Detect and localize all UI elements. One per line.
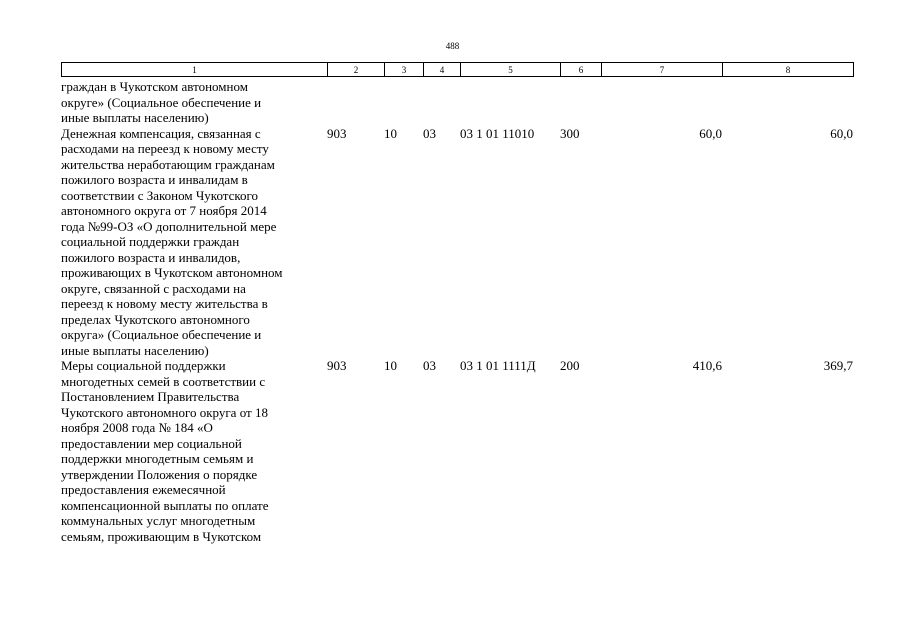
- description-line: Денежная компенсация, связанная с: [61, 125, 261, 141]
- expense-type-code: 300: [560, 125, 580, 141]
- header-row: [62, 63, 854, 77]
- description-line: граждан в Чукотском автономном: [61, 79, 248, 94]
- section-code: 10: [384, 358, 397, 373]
- description-line: жительства неработающим гражданам: [61, 156, 275, 172]
- description-line: пожилого возраста и инвалидов,: [61, 249, 241, 265]
- description-line: социальной поддержки граждан: [61, 234, 240, 249]
- section-code: 10: [384, 125, 397, 141]
- table-body: [61, 79, 853, 544]
- department-code: 903: [327, 125, 347, 141]
- budget-table: [61, 79, 853, 544]
- description-line: семьям, проживающим в Чукотском: [61, 528, 262, 544]
- row-description: [61, 126, 327, 359]
- description-line: коммунальных услуг многодетным: [61, 513, 256, 528]
- header-cell-2: 2: [328, 63, 385, 77]
- amount-year-1: 60,0: [699, 125, 722, 141]
- header-cell-8: 8: [723, 63, 854, 77]
- description-line: утверждении Положения о порядке: [61, 466, 258, 482]
- description-line: округе» (Социальное обеспечение и: [61, 94, 262, 110]
- row-description: [61, 79, 327, 126]
- description-line: иные выплаты населению): [61, 342, 209, 358]
- section-code: [384, 79, 423, 126]
- amount-year-2: 369,7: [823, 358, 853, 373]
- amount-year-2: [722, 79, 853, 126]
- subsection-code: 03: [423, 125, 436, 141]
- department-code: [327, 79, 384, 126]
- subsection-code: 03: [423, 358, 436, 373]
- description-line: пределах Чукотского автономного: [61, 311, 250, 327]
- target-article-code: [460, 79, 560, 126]
- expense-type-code: 200: [560, 358, 580, 373]
- description-line: соответствии с Законом Чукотского: [61, 187, 259, 203]
- description-line: расходами на переезд к новому месту: [61, 141, 269, 156]
- description-line: предоставления ежемесячной: [61, 482, 226, 497]
- description-line: переезд к новому месту жительства в: [61, 296, 268, 311]
- amount-year-1: [601, 79, 722, 126]
- description-line: года №99-ОЗ «О дополнительной мере: [61, 218, 277, 234]
- target-article-code: 03 1 01 11010: [460, 125, 535, 141]
- description-line: Меры социальной поддержки: [61, 358, 226, 373]
- table-row: [61, 79, 853, 126]
- header-cell-4: 4: [424, 63, 461, 77]
- description-line: округе, связанной с расходами на: [61, 280, 246, 296]
- page-number: 488: [445, 41, 460, 51]
- description-line: Чукотского автономного округа от 18: [61, 404, 268, 420]
- description-line: проживающих в Чукотском автономном: [61, 265, 283, 280]
- header-cell-6: 6: [561, 63, 602, 77]
- header-cell-5: 5: [461, 63, 561, 77]
- amount-year-2: 60,0: [830, 125, 853, 141]
- table-row: [61, 126, 853, 359]
- description-line: компенсационной выплаты по оплате: [61, 497, 269, 513]
- column-number-header: [61, 62, 854, 77]
- subsection-code: [423, 79, 460, 126]
- description-line: иные выплаты населению): [61, 110, 209, 125]
- header-cell-1: 1: [62, 63, 328, 77]
- description-line: поддержки многодетным семьям и: [61, 451, 254, 466]
- description-line: пожилого возраста и инвалидам в: [61, 172, 248, 187]
- expense-type-code: [560, 79, 601, 126]
- description-line: многодетных семей в соответствии с: [61, 373, 266, 389]
- description-line: Постановлением Правительства: [61, 389, 240, 404]
- description-line: округа» (Социальное обеспечение и: [61, 327, 262, 342]
- header-cell-3: 3: [385, 63, 424, 77]
- department-code: 903: [327, 358, 347, 373]
- description-line: автономного округа от 7 ноября 2014: [61, 203, 267, 218]
- table-row: [61, 358, 853, 544]
- target-article-code: 03 1 01 1111Д: [460, 358, 536, 373]
- description-line: предоставлении мер социальной: [61, 435, 242, 451]
- header-cell-7: 7: [602, 63, 723, 77]
- description-line: ноября 2008 года № 184 «О: [61, 420, 213, 435]
- row-description: [61, 358, 327, 544]
- amount-year-1: 410,6: [692, 358, 722, 373]
